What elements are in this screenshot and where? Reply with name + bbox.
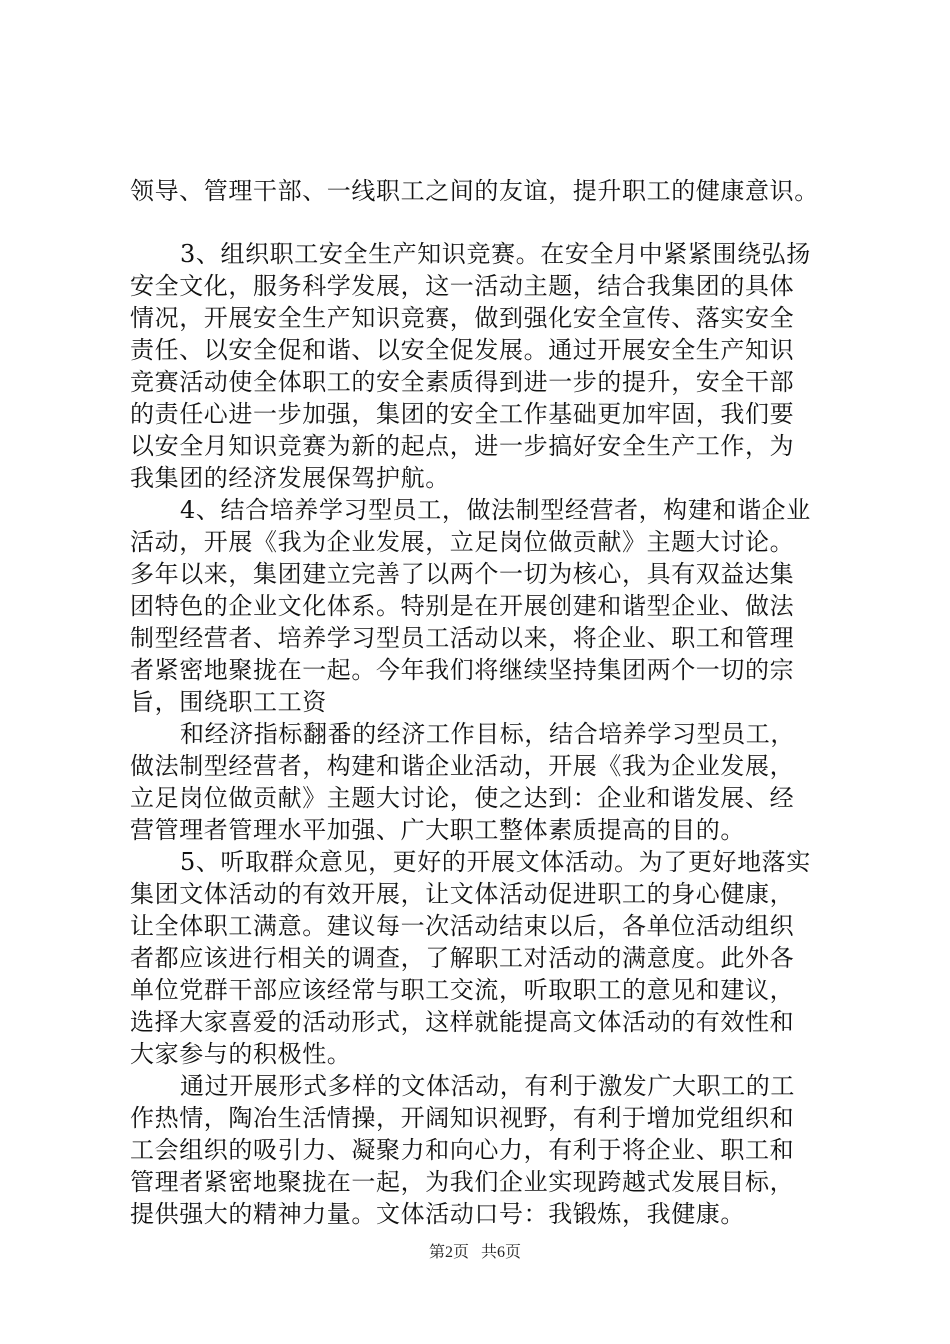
text-line: 作热情，陶冶生活情操，开阔知识视野，有利于增加党组织和: [130, 1104, 795, 1132]
text-line: 管理者紧密地聚拢在一起，为我们企业实现跨越式发展目标，: [130, 1168, 795, 1196]
paragraph-first-line: 3、组织职工安全生产知识竞赛。在安全月中紧紧围绕弘扬: [180, 240, 811, 268]
paragraph-first-line: 5、听取群众意见，更好的开展文体活动。为了更好地落实: [180, 848, 811, 876]
text-line: 我集团的经济发展保驾护航。: [130, 464, 450, 492]
page-footer: [0, 1243, 950, 1263]
text-line: 立足岗位做贡献》主题大讨论，使之达到：企业和谐发展、经: [130, 784, 795, 812]
paragraph-first-line: 和经济指标翻番的经济工作目标，结合培养学习型员工，: [180, 720, 795, 748]
text-line: 大家参与的积极性。: [130, 1040, 352, 1068]
text-line: 活动，开展《我为企业发展，立足岗位做贡献》主题大讨论。: [130, 528, 795, 556]
text-line: 竞赛活动使全体职工的安全素质得到进一步的提升，安全干部: [130, 368, 795, 396]
page-number: 第2页: [428, 1244, 469, 1261]
text-line: 提供强大的精神力量。文体活动口号：我锻炼，我健康。: [130, 1200, 745, 1228]
text-line: 者都应该进行相关的调查，了解职工对活动的满意度。此外各: [130, 944, 795, 972]
text-line: 工会组织的吸引力、凝聚力和向心力，有利于将企业、职工和: [130, 1136, 795, 1164]
paragraph-first-line: 4、结合培养学习型员工，做法制型经营者，构建和谐企业: [180, 496, 811, 524]
text-line: 责任、以安全促和谐、以安全促发展。通过开展安全生产知识: [130, 336, 795, 364]
page-total: 共6页: [481, 1244, 522, 1261]
text-line: 的责任心进一步加强，集团的安全工作基础更加牢固，我们要: [130, 400, 795, 428]
text-line: 情况，开展安全生产知识竞赛，做到强化安全宣传、落实安全: [130, 304, 795, 332]
text-line: 领导、管理干部、一线职工之间的友谊，提升职工的健康意识。: [130, 177, 819, 205]
text-line: 旨，围绕职工工资: [130, 688, 327, 716]
text-line: 团特色的企业文化体系。特别是在开展创建和谐型企业、做法: [130, 592, 795, 620]
text-line: 多年以来，集团建立完善了以两个一切为核心，具有双益达集: [130, 560, 795, 588]
text-line: 单位党群干部应该经常与职工交流，听取职工的意见和建议，: [130, 976, 795, 1004]
text-line: 集团文体活动的有效开展，让文体活动促进职工的身心健康，: [130, 880, 795, 908]
text-line: 营管理者管理水平加强、广大职工整体素质提高的目的。: [130, 816, 745, 844]
text-line: 让全体职工满意。建议每一次活动结束以后，各单位活动组织: [130, 912, 795, 940]
text-line: 做法制型经营者，构建和谐企业活动，开展《我为企业发展，: [130, 752, 795, 780]
text-line: 以安全月知识竞赛为新的起点，进一步搞好安全生产工作，为: [130, 432, 795, 460]
paragraph-first-line: 通过开展形式多样的文体活动，有利于激发广大职工的工: [180, 1072, 795, 1100]
text-line: 制型经营者、培养学习型员工活动以来，将企业、职工和管理: [130, 624, 795, 652]
text-line: 选择大家喜爱的活动形式，这样就能提高文体活动的有效性和: [130, 1008, 795, 1036]
text-line: 者紧密地聚拢在一起。今年我们将继续坚持集团两个一切的宗: [130, 656, 795, 684]
text-line: 安全文化，服务科学发展，这一活动主题，结合我集团的具体: [130, 272, 795, 300]
